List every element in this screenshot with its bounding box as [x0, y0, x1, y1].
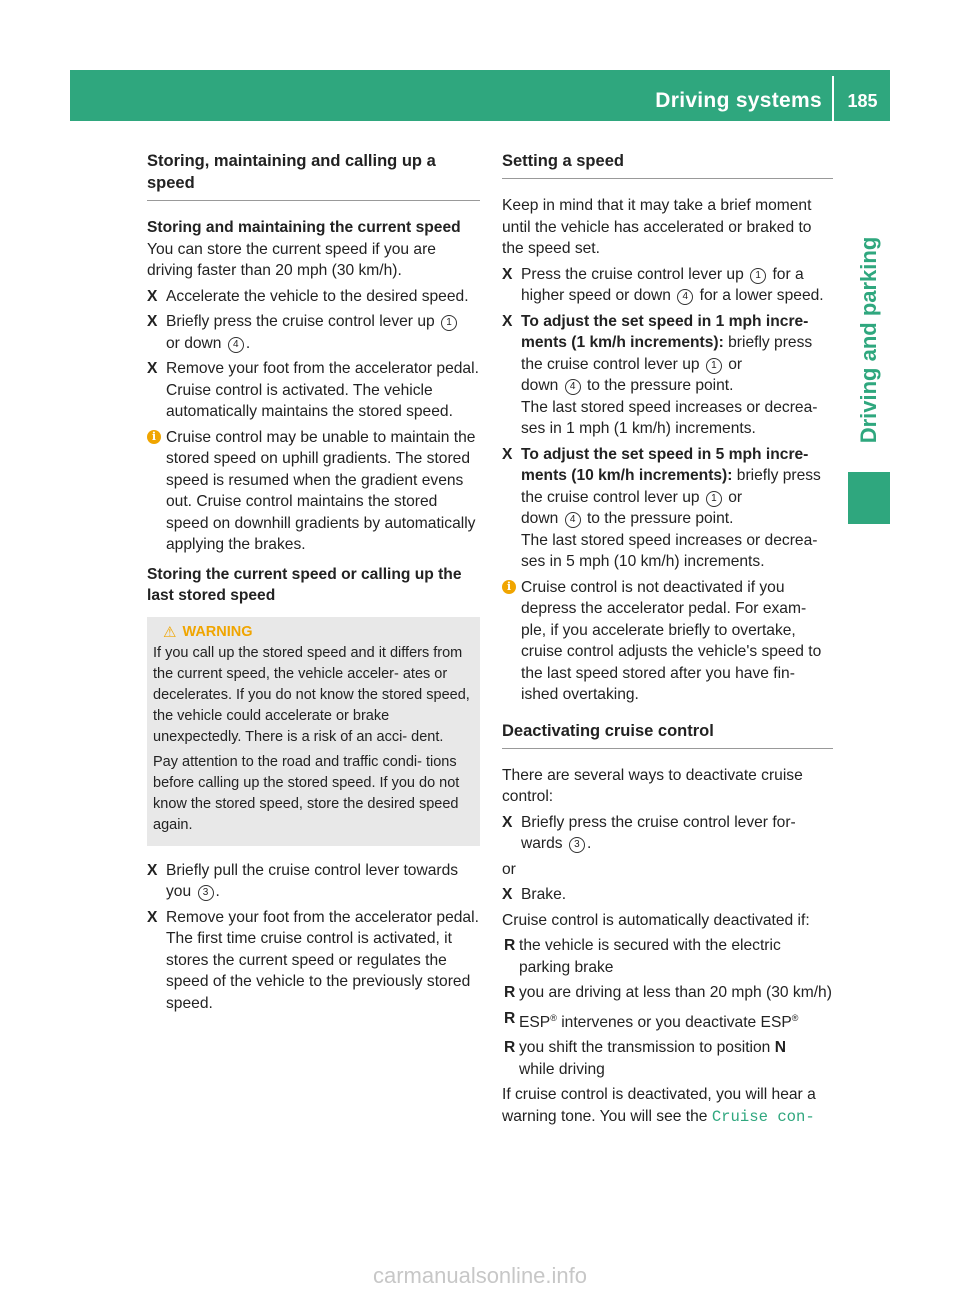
instruction-step: X Remove your foot from the accelerator pedal. The first time cruise control is activated, it stores the current speed or regulates the speed of the vehicle to the previously stored speed. — [147, 908, 479, 1012]
info-note: i Cruise control may be unable to maintain the stored speed on uphill gradients. The stored speed is resumed when the gradient evens out. Cruise control maintains the stored speed on downhill gradients by automatically applying the brakes. — [147, 427, 480, 556]
circled-number-1: 1 — [441, 315, 457, 331]
section-heading: Storing, maintaining and calling up a speed — [147, 150, 480, 201]
circled-number-4: 4 — [565, 512, 581, 528]
list-item: R you shift the transmission to position N while driving — [504, 1039, 786, 1078]
paragraph: If cruise control is deactivated, you will hear a warning tone. You will see the Cruise con‑ — [502, 1086, 816, 1126]
step-arrow-icon: X — [147, 360, 158, 377]
instruction-step: X To adjust the set speed in 1 mph incre- ments (1 km/h increments): briefly press the cruise control lever up 1 or down 4 to the pressure point. The last stored speed increases or decrea- ses in 1 mph (1 km/h) increments. — [502, 312, 818, 437]
bullet-icon: R — [504, 984, 516, 1001]
circled-number-4: 4 — [677, 289, 693, 305]
instruction-step: X To adjust the set speed in 5 mph incre- ments (10 km/h increments): briefly press the cruise control lever up 1 or down 4 to the pressure point. The last stored speed increases or decrea- ses in 5 mph (10 km/h) increments. — [502, 445, 821, 570]
section-marker — [848, 472, 890, 524]
header-bar — [70, 70, 890, 121]
step-arrow-icon: X — [147, 861, 158, 879]
list-item: R the vehicle is secured with the electric parking brake — [504, 937, 781, 976]
step-arrow-icon: X — [502, 312, 513, 330]
info-note: i Cruise control is not deactivated if you depress the accelerator pedal. For exam- ple, if you accelerate briefly to overtake, cruise control adjusts the vehicle's speed to the last speed stored after you have fin- ished overtaking. — [502, 577, 833, 706]
step-arrow-icon: X — [147, 313, 158, 330]
warning-box — [147, 617, 480, 846]
bullet-icon: R — [504, 1039, 516, 1057]
instruction-step: X Accelerate the vehicle to the desired speed. — [147, 286, 480, 308]
circled-number-1: 1 — [706, 491, 722, 507]
step-arrow-icon: X — [147, 908, 158, 926]
circled-number-4: 4 — [228, 337, 244, 353]
paragraph: or — [502, 860, 516, 878]
instruction-step: X Press the cruise control lever up 1 for a higher speed or down 4 for a lower speed. — [502, 265, 824, 304]
warning-heading: ⚠ WARNING — [163, 623, 253, 641]
info-icon: i — [502, 580, 516, 594]
paragraph: You can store the current speed if you are driving faster than 20 mph (30 km/h). — [147, 240, 436, 279]
instruction-step: X Briefly press the cruise control lever up 1 or down 4 . — [147, 311, 480, 354]
warning-text: If you call up the stored speed and it differs from the current speed, the vehicle acceler- ates or decelerates. If you do not know the stored speed, the vehicle could accelerate or brake unexpectedly. There is a risk of an acci- dent. — [153, 644, 470, 745]
circled-number-4: 4 — [565, 379, 581, 395]
bullet-icon: R — [504, 937, 516, 954]
paragraph: There are several ways to deactivate cruise control: — [502, 766, 803, 805]
page-number: 185 — [847, 91, 878, 111]
instruction-step: X Brake. — [502, 884, 833, 906]
subheading: Storing the current speed or calling up the last stored speed — [147, 565, 462, 604]
instruction-step: X Remove your foot from the accelerator pedal. Cruise control is activated. The vehicle automatically maintains the stored speed. — [147, 360, 479, 420]
list-item: R ESP® intervenes or you deactivate ESP® — [504, 1009, 799, 1031]
circled-number-1: 1 — [750, 268, 766, 284]
circled-number-3: 3 — [198, 885, 214, 901]
step-arrow-icon: X — [502, 813, 513, 831]
step-arrow-icon: X — [502, 265, 513, 283]
info-icon: i — [147, 430, 161, 444]
list-item: R you are driving at less than 20 mph (30 km/h) — [502, 982, 833, 1004]
step-arrow-icon: X — [502, 886, 513, 903]
warning-triangle-icon: ⚠ — [163, 623, 177, 641]
display-message: Cruise con‑ — [711, 1107, 815, 1126]
step-arrow-icon: X — [147, 287, 158, 305]
section-tab-label: Driving and parking — [856, 236, 881, 444]
step-arrow-icon: X — [502, 445, 513, 463]
left-column — [147, 150, 480, 1014]
section-heading: Deactivating cruise control — [502, 720, 833, 749]
header-divider — [832, 76, 834, 121]
instruction-step: X Briefly pull the cruise control lever towards you 3 . — [147, 861, 459, 900]
section-tab — [848, 230, 890, 450]
circled-number-1: 1 — [706, 358, 722, 374]
watermark: carmanualsonline.info — [372, 1263, 588, 1288]
paragraph: Keep in mind that it may take a brief moment until the vehicle has accelerated or braked to the speed set. — [502, 197, 812, 257]
right-column — [502, 150, 833, 1128]
warning-text: Pay attention to the road and traffic condi- tions before calling up the stored speed. If you do not know the stored speed, store the desired speed again. — [153, 753, 460, 833]
paragraph: Cruise control is automatically deactivated if: — [502, 911, 810, 929]
instruction-step: X Briefly press the cruise control lever for- wards 3 . — [502, 813, 796, 852]
chapter-title: Driving systems — [655, 89, 822, 112]
subheading: Storing and maintaining the current speed — [147, 219, 461, 236]
bullet-icon: R — [504, 1009, 516, 1027]
circled-number-3: 3 — [569, 837, 585, 853]
section-heading: Setting a speed — [502, 150, 833, 179]
